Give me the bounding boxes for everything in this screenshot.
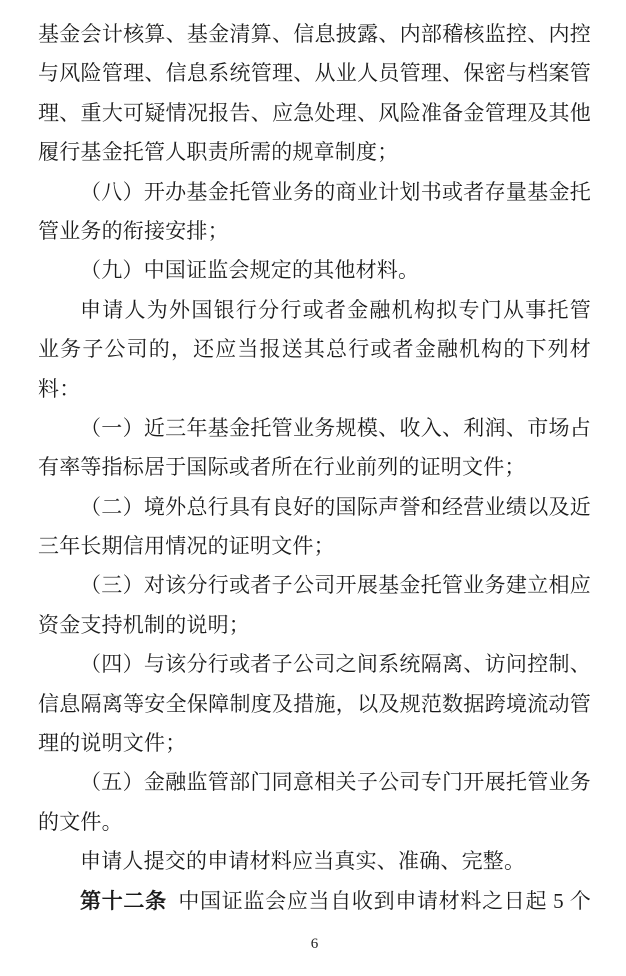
text-line: 申请人提交的申请材料应当真实、准确、完整。 [80, 849, 526, 874]
text-line: 理的说明文件； [38, 731, 187, 756]
document-body [38, 15, 591, 921]
text-line: 基金会计核算、基金清算、信息披露、内部稽核监控、内控 [38, 22, 591, 46]
text-line: 申请人为外国银行分行或者金融机构拟专门从事托管 [80, 297, 591, 322]
text-line: 的文件。 [38, 809, 123, 834]
text-line: 料： [38, 376, 81, 401]
text-line: 与风险管理、信息系统管理、从业人员管理、保密与档案管 [38, 61, 591, 86]
text-line-item-9: （九）中国证监会规定的其他材料。 [80, 258, 420, 283]
text-line-item-1: （一）近三年基金托管业务规模、收入、利润、市场占 [80, 415, 591, 440]
text-line: 资金支持机制的说明； [38, 612, 250, 637]
text-line-item-2: （二）境外总行具有良好的国际声誉和经营业绩以及近 [80, 494, 591, 519]
text-line-item-4: （四）与该分行或者子公司之间系统隔离、访问控制、 [80, 652, 591, 677]
text-line-item-8: （八）开办基金托管业务的商业计划书或者存量基金托 [80, 179, 591, 204]
text-line: 三年长期信用情况的证明文件； [38, 534, 335, 559]
text-line: 信息隔离等安全保障制度及措施，以及规范数据跨境流动管 [38, 691, 591, 716]
text-line: 履行基金托管人职责所需的规章制度； [38, 140, 399, 165]
article-number-heading: 第十二条 [80, 888, 167, 913]
text-line-article-12 [38, 882, 591, 921]
text-line: 有率等指标居于国际或者所在行业前列的证明文件； [38, 455, 526, 480]
text-line-item-3: （三）对该分行或者子公司开展基金托管业务建立相应 [80, 573, 591, 598]
text-line: 业务子公司的，还应当报送其总行或者金融机构的下列材 [38, 337, 591, 362]
page-number: 6 [310, 935, 319, 952]
text-line-item-5: （五）金融监管部门同意相关子公司专门开展托管业务 [80, 770, 591, 795]
text-line: 理、重大可疑情况报告、应急处理、风险准备金管理及其他 [38, 100, 591, 125]
article-text: 中国证监会应当自收到申请材料之日起 5 个 [178, 888, 591, 913]
text-line: 管业务的衔接安排； [38, 218, 229, 243]
